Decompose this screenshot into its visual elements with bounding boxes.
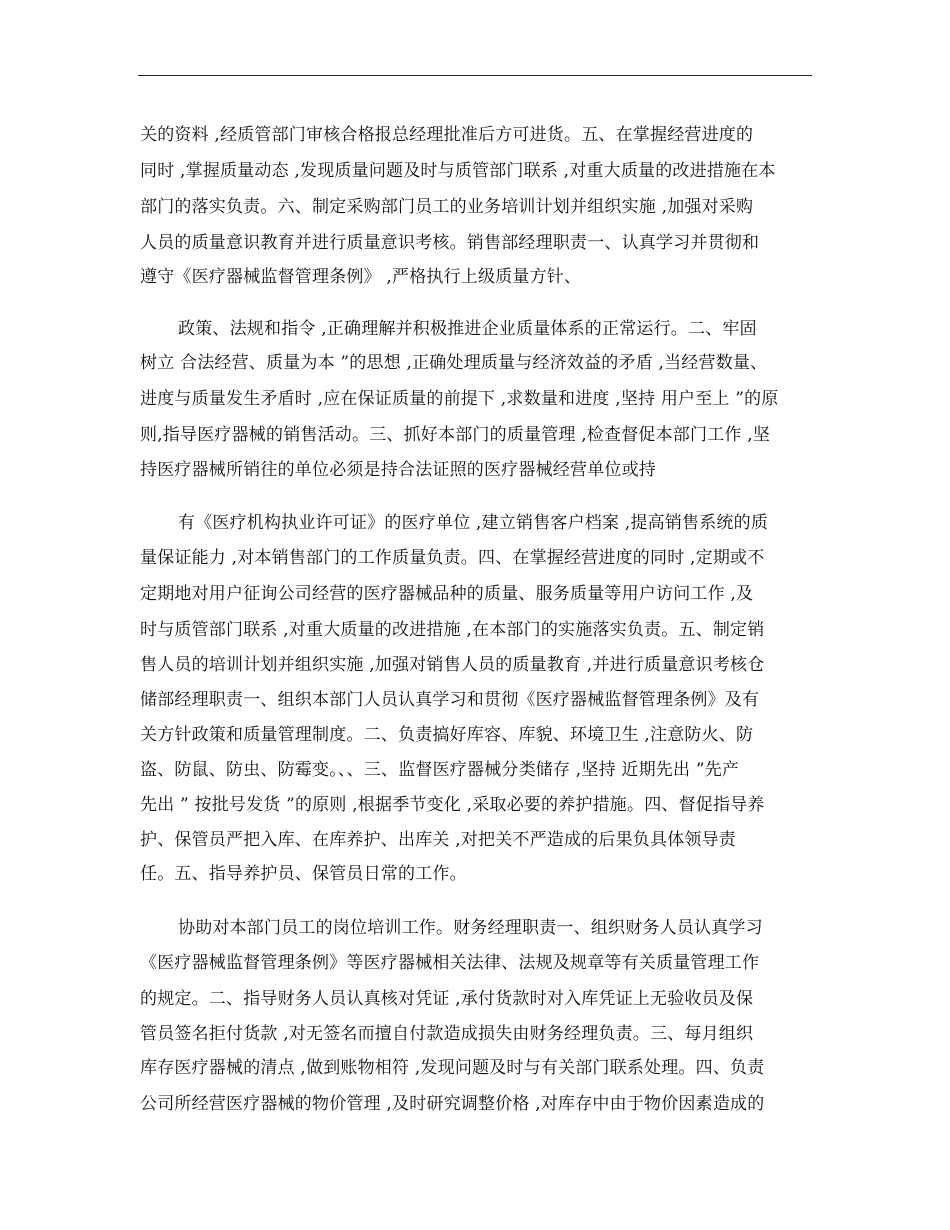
- text-line: 《医疗器械监督管理条例》等医疗器械相关法律、法规及规章等有关质量管理工作: [140, 953, 760, 973]
- text-line: 储部经理职责一、组织本部门人员认真学习和贯彻《医疗器械监督管理条例》及有: [140, 690, 760, 710]
- header-rule: [138, 75, 812, 76]
- text-line: 关方针政策和质量管理制度。二、负责搞好库容、库貌、环境卫生 ,注意防火、防: [140, 725, 754, 745]
- text-line: 管员签名拒付货款 ,对无签名而擅自付款造成损失由财务经理负责。三、每月组织: [140, 1024, 754, 1044]
- text-line: 任。五、指导养护员、保管员日常的工作。: [140, 864, 467, 884]
- text-line: 则,指导医疗器械的销售活动。三、抓好本部门的质量管理 ,检查督促本部门工作 ,坚: [140, 425, 771, 445]
- text-line: 遵守《医疗器械监督管理条例》 ,严格执行上级质量方针、: [140, 267, 582, 287]
- text-line: 树立 合法经营、质量为本 ”的思想 ,正确处理质量与经济效益的矛盾 ,当经营数量、: [140, 353, 768, 373]
- text-line: 人员的质量意识教育并进行质量意识考核。销售部经理职责一、认真学习并贯彻和: [140, 233, 760, 253]
- text-line: 盗、防鼠、防虫、防霉变。、、三、监督医疗器械分类储存 ,坚持 近期先出 ”先产: [140, 760, 740, 780]
- text-line: 时与质管部门联系 ,对重大质量的改进措施 ,在本部门的实施落实负责。五、制定销: [140, 620, 765, 640]
- text-line: 部门的落实负责。六、制定采购部门员工的业务培训计划并组织实施 ,加强对采购: [140, 197, 754, 217]
- text-line: 售人员的培训计划并组织实施 ,加强对销售人员的质量教育 ,并进行质量意识考核仓: [140, 655, 765, 675]
- text-line: 库存医疗器械的清点 ,做到账物相符 ,发现问题及时与有关部门联系处理。四、负责: [140, 1058, 765, 1078]
- text-line: 同时 ,掌握质量动态 ,发现质量问题及时与质管部门联系 ,对重大质量的改进措施在本: [140, 161, 776, 181]
- text-line: 先出 ” 按批号发货 ”的原则 ,根据季节变化 ,采取必要的养护措施。四、督促指导养: [140, 795, 765, 815]
- text-line: 协助对本部门员工的岗位培训工作。财务经理职责一、组织财务人员认真学习: [178, 918, 763, 938]
- text-line: 进度与质量发生矛盾时 ,应在保证质量的前提下 ,求数量和进度 ,坚持 用户至上 ”的原: [140, 389, 779, 409]
- text-line: 护、保管员严把入库、在库养护、出库关 ,对把关不严造成的后果负具体领导责: [140, 830, 737, 850]
- text-line: 持医疗器械所销往的单位必须是持合法证照的医疗器械经营单位或持: [140, 460, 656, 480]
- text-line: 定期地对用户征询公司经营的医疗器械品种的质量、服务质量等用户访问工作 ,及: [140, 584, 754, 604]
- text-line: 政策、法规和指令 ,正确理解并积极推进企业质量体系的正常运行。二、牢固: [178, 319, 757, 339]
- text-line: 量保证能力 ,对本销售部门的工作质量负责。四、在掌握经营进度的同时 ,定期或不: [140, 548, 765, 568]
- text-line: 有《医疗机构执业许可证》的医疗单位 ,建立销售客户档案 ,提高销售系统的质: [178, 513, 769, 533]
- text-line: 的规定。二、指导财务人员认真核对凭证 ,承付货款时对入库凭证上无验收员及保: [140, 989, 754, 1009]
- text-line: 关的资料 ,经质管部门审核合格报总经理批准后方可进货。五、在掌握经营进度的: [140, 125, 754, 145]
- text-line: 公司所经营医疗器械的物价管理 ,及时研究调整价格 ,对库存中由于物价因素造成的: [140, 1094, 765, 1114]
